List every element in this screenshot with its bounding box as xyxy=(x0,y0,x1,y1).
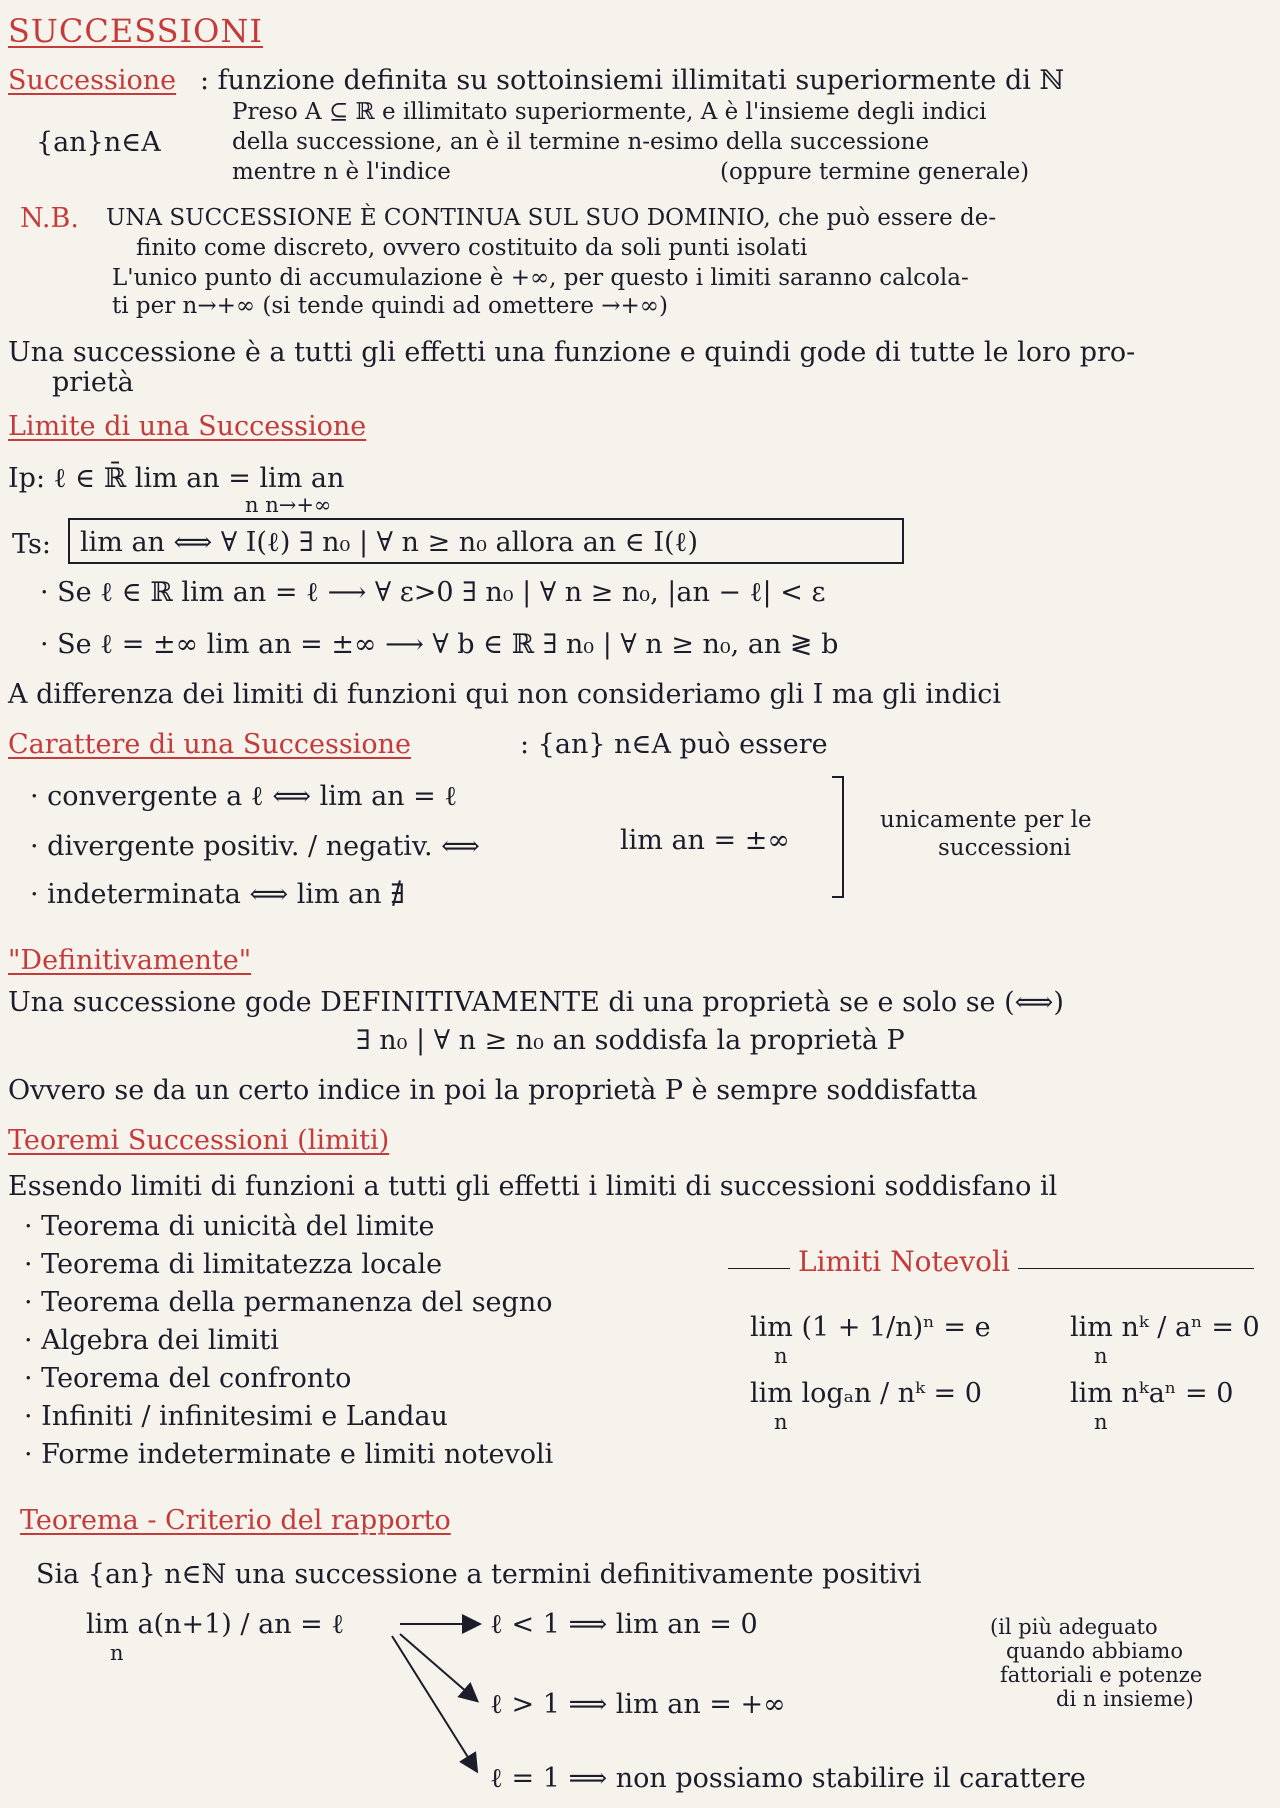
notable-limit-log: lim logₐn / nᵏ = 0 xyxy=(750,1378,982,1409)
definition-line-1: Preso A ⊆ ℝ e illimitato superiormente, A è l'insieme degli indici xyxy=(232,99,987,125)
notable-limit-e-subscript: n xyxy=(774,1344,788,1368)
definition-label: Successione xyxy=(8,65,177,96)
limit-hypothesis: Ip: ℓ ∈ ℝ̄ lim an = lim an xyxy=(8,463,345,494)
thesis-label: Ts: xyxy=(12,529,51,560)
theorem-item: · Teorema di limitatezza locale xyxy=(24,1249,443,1280)
ratio-arrow-greater xyxy=(400,1634,476,1700)
nb-line-2: finito come discreto, ovvero costituito da soli punti isolati xyxy=(136,235,808,261)
nb-line-3: L'unico punto di accumulazione è +∞, per questo i limiti saranno calcola- xyxy=(112,265,969,291)
notable-limit-product-subscript: n xyxy=(1094,1410,1108,1434)
theorem-item: · Algebra dei limiti xyxy=(24,1325,279,1356)
ratio-test-note-1: (il più adeguato xyxy=(990,1615,1158,1639)
definition-line-3-note: (oppure termine generale) xyxy=(720,159,1030,185)
ratio-test-note-4: di n insieme) xyxy=(1056,1687,1194,1711)
definitively-line-3: Ovvero se da un certo indice in poi la proprietà P è sempre soddisfatta xyxy=(8,1075,978,1106)
function-note-line-2: prietà xyxy=(52,367,134,398)
notable-limits-heading: Limiti Notevoli xyxy=(790,1245,1018,1278)
notable-limit-product: lim nᵏaⁿ = 0 xyxy=(1070,1378,1234,1409)
sequence-notation: {an}n∈A xyxy=(36,127,161,158)
character-intro: : {an} n∈A può essere xyxy=(520,729,828,760)
limit-hypothesis-subscript: n n→+∞ xyxy=(245,493,332,517)
definition-line-2: della successione, an è il termine n-esimo della successione xyxy=(232,129,930,155)
theorem-item: · Forme indeterminate e limiti notevoli xyxy=(24,1439,554,1470)
limit-case-infinite: · Se ℓ = ±∞ lim an = ±∞ ⟶ ∀ b ∈ ℝ ∃ n₀ | ∀ n ≥ n₀, an ≷ b xyxy=(40,629,839,660)
ratio-test-limit-subscript: n xyxy=(110,1641,124,1665)
theorem-item: · Teorema di unicità del limite xyxy=(24,1211,435,1242)
character-divergent-limit: lim an = ±∞ xyxy=(620,825,790,856)
ratio-test-limit: lim a(n+1) / an = ℓ xyxy=(86,1609,345,1640)
theorems-heading: Teoremi Successioni (limiti) xyxy=(8,1125,390,1156)
limit-case-finite: · Se ℓ ∈ ℝ lim an = ℓ ⟶ ∀ ε>0 ∃ n₀ | ∀ n ≥ n₀, |an − ℓ| < ε xyxy=(40,577,826,608)
function-note-line-1: Una successione è a tutti gli effetti una funzione e quindi gode di tutte le loro pro- xyxy=(8,337,1136,368)
limit-difference-note: A differenza dei limiti di funzioni qui non consideriamo gli I ma gli indici xyxy=(8,679,1002,710)
notable-limit-log-subscript: n xyxy=(774,1410,788,1434)
ratio-test-case-greater: ℓ > 1 ⟹ lim an = +∞ xyxy=(490,1689,786,1720)
nb-label: N.B. xyxy=(20,203,79,234)
character-divergent: · divergente positiv. / negativ. ⟺ xyxy=(30,831,480,862)
thesis-box xyxy=(68,518,904,564)
limit-heading: Limite di una Successione xyxy=(8,411,367,442)
definitively-heading: "Definitivamente" xyxy=(8,945,252,976)
theorems-intro: Essendo limiti di funzioni a tutti gli effetti i limiti di successioni soddisfano il xyxy=(8,1171,1058,1202)
notable-limits-box xyxy=(728,1245,1260,1434)
character-side-note-2: successioni xyxy=(938,835,1071,861)
ratio-test-heading: Teorema - Criterio del rapporto xyxy=(20,1505,451,1536)
ratio-test-intro: Sia {an} n∈ℕ una successione a termini definitivamente positivi xyxy=(36,1559,922,1590)
ratio-test-note-3: fattoriali e potenze xyxy=(1000,1663,1203,1687)
character-indeterminate: · indeterminata ⟺ lim an ∄ xyxy=(30,879,405,910)
ratio-test-case-less: ℓ < 1 ⟹ lim an = 0 xyxy=(490,1609,758,1640)
character-convergent: · convergente a ℓ ⟺ lim an = ℓ xyxy=(30,781,458,812)
notable-limit-power-exp: lim nᵏ / aⁿ = 0 xyxy=(1070,1312,1260,1343)
theorem-item: · Teorema della permanenza del segno xyxy=(24,1287,553,1318)
theorem-item: · Teorema del confronto xyxy=(24,1363,352,1394)
definition-text: : funzione definita su sottoinsiemi illimitati superiormente di ℕ xyxy=(200,65,1065,96)
definitively-line-1: Una successione gode DEFINITIVAMENTE di una proprietà se e solo se (⟺) xyxy=(8,987,1064,1018)
page-title: SUCCESSIONI xyxy=(8,12,264,50)
ratio-arrow-equal xyxy=(392,1636,476,1770)
character-side-note-1: unicamente per le xyxy=(880,807,1092,833)
nb-line-4: ti per n→+∞ (si tende quindi ad omettere →+∞) xyxy=(112,293,668,319)
ratio-test-case-equal: ℓ = 1 ⟹ non possiamo stabilire il carattere xyxy=(490,1763,1086,1794)
thesis-statement: lim an ⟺ ∀ I(ℓ) ∃ n₀ | ∀ n ≥ n₀ allora an ∈ I(ℓ) xyxy=(80,527,699,558)
nb-line-1: UNA SUCCESSIONE È CONTINUA SUL SUO DOMINIO, che può essere de- xyxy=(106,205,997,231)
notable-limit-e: lim (1 + 1/n)ⁿ = e xyxy=(750,1312,991,1343)
character-heading: Carattere di una Successione xyxy=(8,729,411,760)
definition-line-3: mentre n è l'indice xyxy=(232,159,451,185)
notable-limit-power-exp-subscript: n xyxy=(1094,1344,1108,1368)
character-bracket xyxy=(832,776,844,898)
theorem-item: · Infiniti / infinitesimi e Landau xyxy=(24,1401,448,1432)
definitively-line-2: ∃ n₀ | ∀ n ≥ n₀ an soddisfa la proprietà P xyxy=(356,1025,905,1056)
ratio-test-note-2: quando abbiamo xyxy=(1006,1639,1183,1663)
